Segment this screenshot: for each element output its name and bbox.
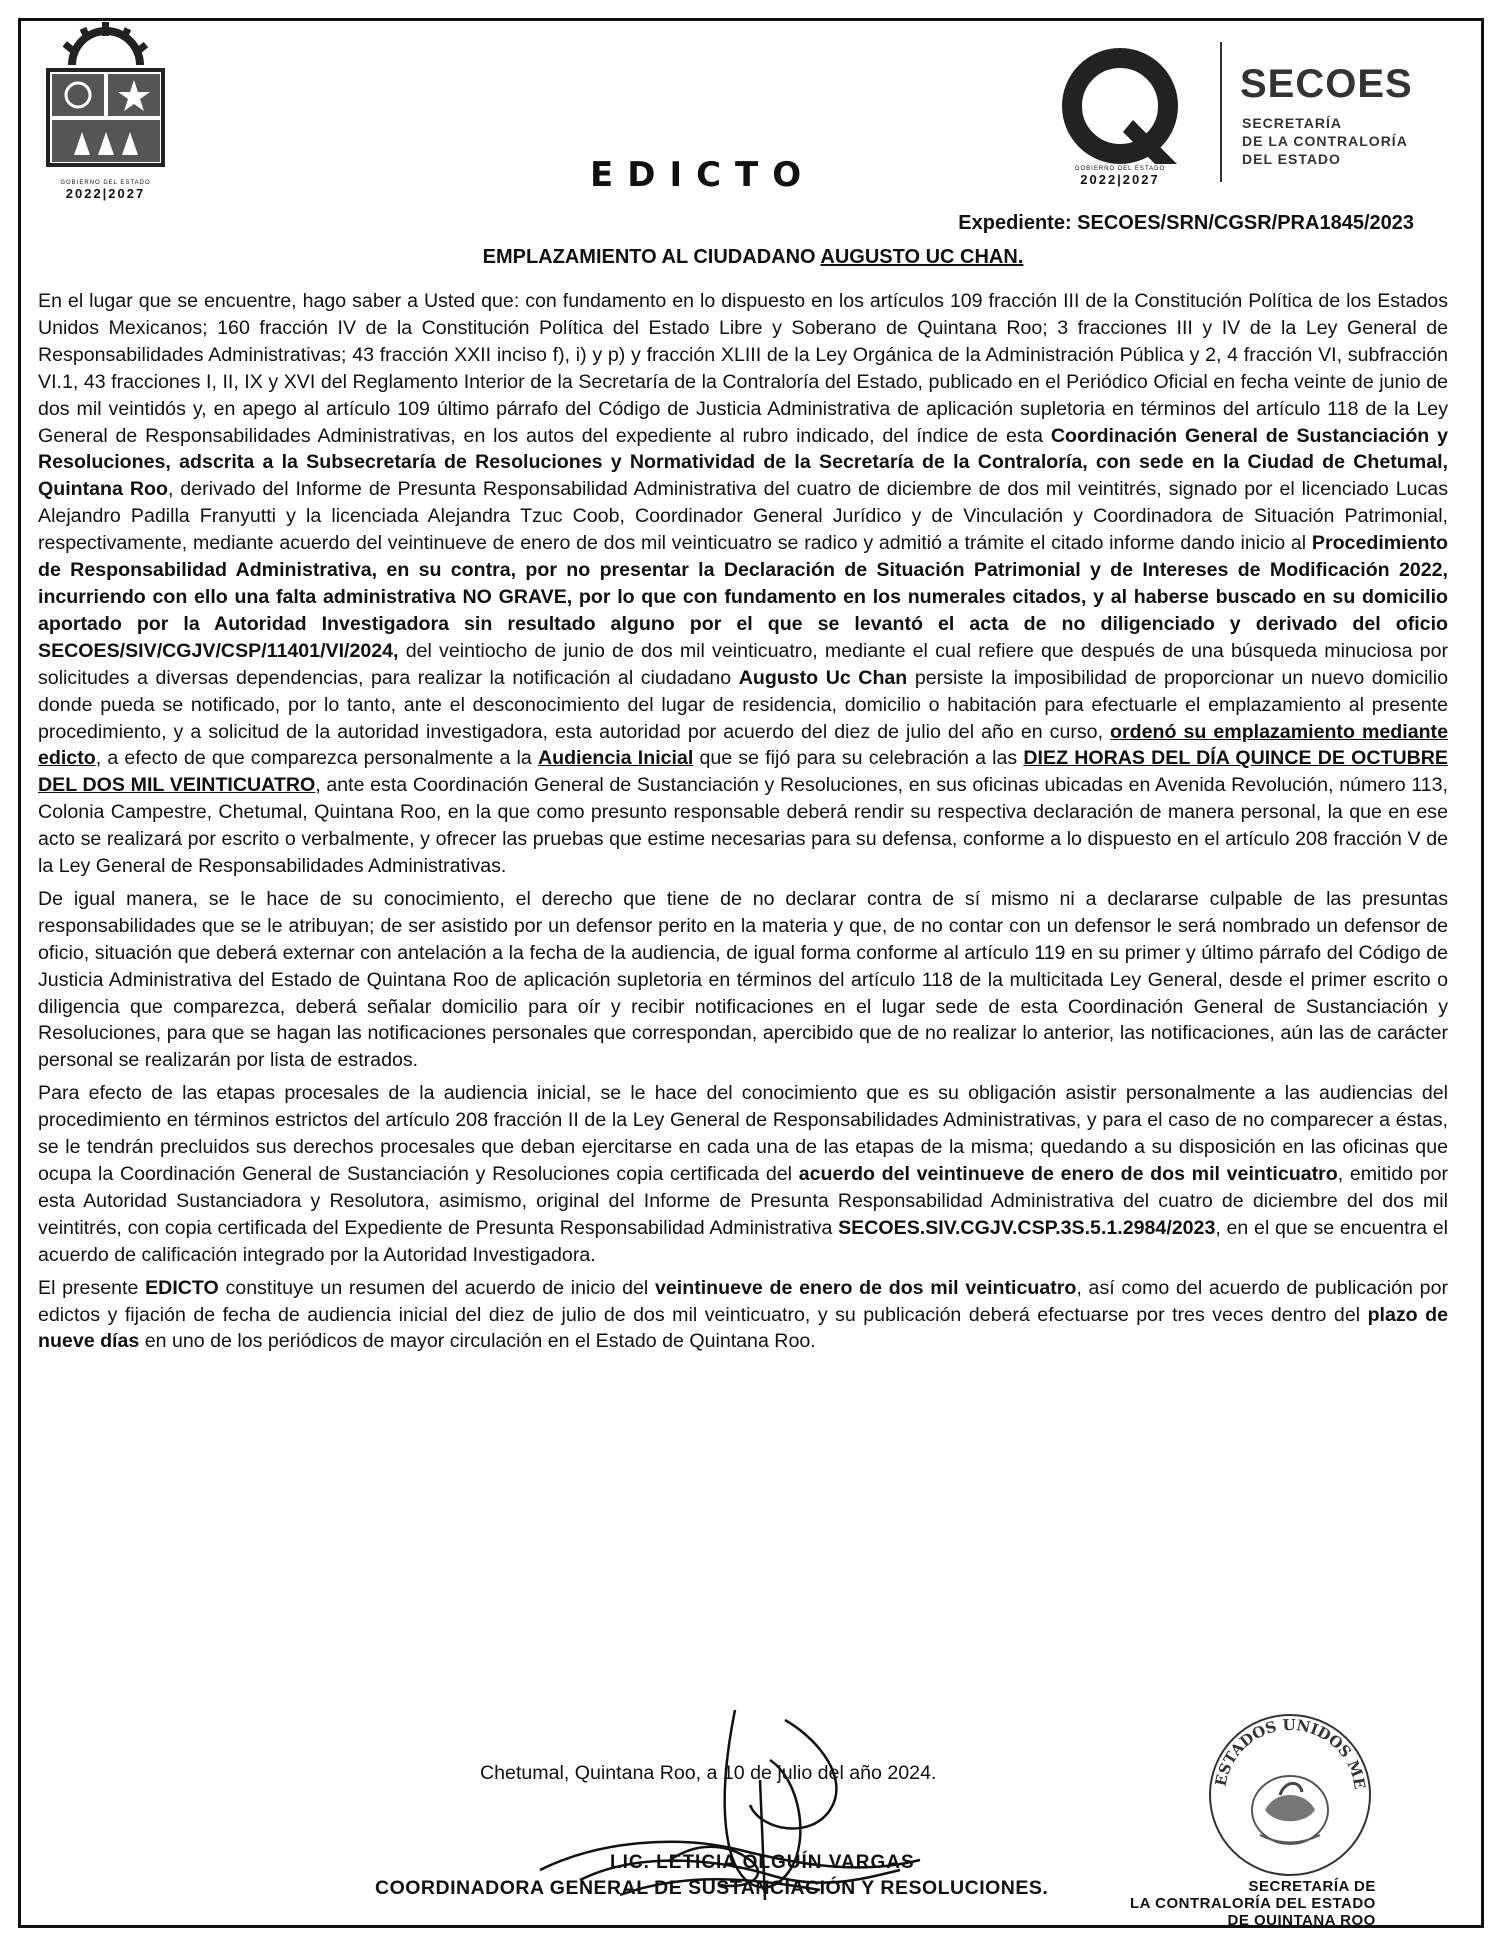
q-logo-icon [1045,48,1195,198]
text-span: Para efecto de las etapas procesales de la audiencia inicial, se le hace del conocimiento que es su obligación asistir personalmente a las audiencias del procedimiento en términos estrictos del artículo 208 fracción II de la Ley General de Responsabilidades Administrativas, y para el caso de no comparecer a éstas, se le tendrán precluidos sus derechos procesales que deban ejercitarse en cada una de las etapas de la misma; quedando a su disposición en las oficinas que ocupa la Coordinación General de Sustanciación y Resoluciones copia certificada del [38,1082,1448,1185]
secoes-name: SECOES [1240,62,1413,106]
logo-divider [1220,42,1222,182]
bold-span: Augusto Uc Chan [738,666,908,689]
text-span: persiste la imposibilidad de proporcionar un nuevo domicilio donde pueda se notificado, por lo tanto, ante el desconocimiento del lugar de residencia, domicilio o habitación para efectuarle el emplazamiento al presente procedimiento, y a solicitud de la autoridad investigadora, esta autoridad por acuerdo del diez de julio del año en curso, [38,666,1448,743]
bold-span: SECOES.SIV.CGJV.CSP.3S.5.1.2984/2023 [838,1216,1216,1239]
signer-title: COORDINADORA GENERAL DE SUSTANCIACIÓN Y RESOLUCIONES. [375,1877,1049,1899]
paragraph-publication [38,1275,1448,1356]
paragraph-notice [38,288,1448,880]
bold-underlined-span: ordenó su emplazamiento mediante edicto [38,720,1448,770]
text-span: del veintiocho de junio de dos mil veinticuatro, mediante el cual refiere que después de una búsqueda minuciosa por solicitudes a diversas dependencias, para realizar la notificación al ciudadano [38,639,1448,689]
text-span: , derivado del Informe de Presunta Responsabilidad Administrativa del cuatro de diciembre de dos mil veintitrés, signado por el licenciado Lucas Alejandro Padilla Franyutti y la licenciada Alejandra Tzuc Coob, Coordinador General Jurídico y de Vinculación y Coordinadora de Situación Patrimonial, respectivamente, mediante acuerdo del veintinueve de enero de dos mil veinticuatro se radico y admitió a trámite el citado informe dando inicio al [38,478,1448,555]
dept-line: LA CONTRALORÍA DEL ESTADO [1130,1895,1376,1912]
dept-line: SECRETARÍA DE [1248,1878,1376,1895]
page-title: EDICTO [590,155,816,195]
signer-name: LIC. LETICIA OLGUÍN VARGAS [610,1852,915,1873]
text-span: , ante esta Coordinación General de Sustanciación y Resoluciones, en sus oficinas ubicadas en Avenida Revolución, número 113, Colonia Campestre, Chetumal, Quintana Roo, en la que como presunto responsable deberá rendir su respectiva declaración de manera personal, la que en ese acto se realizará por escrito o verbalmente, y ofrecer las pruebas que estime necesarias para su defensa, conforme a lo dispuesto en el artículo 208 fracción V de la Ley General de Responsabilidades Administrativas. [38,774,1448,878]
text-span: que se fijó para su celebración a las [693,747,1024,770]
bold-span: EDICTO [145,1276,219,1299]
text-span: , en el que se encuentra el acuerdo de calificación integrado por la Autoridad Investigadora. [38,1216,1448,1266]
secoes-sub-line: SECRETARÍA [1242,115,1342,131]
seal-text: ESTADOS UNIDOS ME [1211,1715,1369,1791]
emplazamiento-prefix: EMPLAZAMIENTO AL CIUDADANO [482,246,821,268]
bold-span: plazo de nueve días [38,1303,1449,1353]
text-span: , a efecto de que comparezca personalmente a la [95,747,538,770]
paragraph-rights: De igual manera, se le hace de su conocimiento, el derecho que tiene de no declarar contra de sí mismo ni a declararse culpable de las presuntas responsabilidades que se le atribuyan; de ser asistido por un defensor perito en la materia y que, de no contar con un defensor le será nombrado un defensor de oficio, situación que deberá externar con antelación a la fecha de la audiencia, de igual forma conforme al artículo 119 en su primer y último párrafo del Código de Justicia Administrativa del Estado de Quintana Roo de aplicación supletoria en términos del artículo 118 de la multicitada Ley General, desde el primer escrito o diligencia que comparezca, deberá señalar domicilio para oír y recibir notificaciones en el lugar sede de esta Coordinación General de Sustanciación y Resoluciones, para que se hagan las notificaciones personales que correspondan, apercibido que de no realizar lo anterior, las notificaciones, aún las de carácter personal se realizarán por lista de estrados. [38,887,1448,1072]
text-span: en uno de los periódicos de mayor circulación en el Estado de Quintana Roo. [139,1330,816,1353]
dept-line: DE QUINTANA ROO [1227,1912,1376,1929]
place-and-date: Chetumal, Quintana Roo, a 10 de julio del año 2024. [480,1762,937,1784]
bold-span: Procedimiento de Responsabilidad Administrativa, en su contra, por no presentar la Declaración de Situación Patrimonial y de Intereses de Modificación 2022, incurriendo con ello una falta administrativa NO GRAVE, por lo que con fundamento en los numerales citados, y al haberse buscado en su domicilio aportado por la Autoridad Investigadora sin resultado alguno por el que se levantó el acta de no diligenciado y derivado del oficio SECOES/SIV/CGJV/CSP/11401/VI/2024, [38,532,1448,662]
bold-span: Coordinación General de Sustanciación y Resoluciones, adscrita a la Subsecretaría de Resoluciones y Normatividad de la Secretaría de la Contraloría, con sede en la Ciudad de Chetumal, Quintana Roo [38,424,1448,501]
emplazamiento-heading [0,246,1506,269]
text-span: El presente [38,1276,146,1299]
bold-span: acuerdo del veintinueve de enero de dos mil veinticuatro [798,1163,1338,1185]
paragraph-procedural [38,1080,1448,1268]
state-gov-label: GOBIERNO DEL ESTADO [60,180,151,186]
official-seal-icon [1200,1700,1380,1880]
edict-body [38,288,1448,1361]
bold-underlined-span: DIEZ HORAS DEL DÍA QUINCE DE OCTUBRE DEL DOS MIL VEINTICUATRO [38,747,1448,797]
expediente-number: Expediente: SECOES/SRN/CGSR/PRA1845/2023 [958,212,1414,234]
secoes-gov-label: GOBIERNO DEL ESTADO [1074,166,1166,172]
text-span: constituye un resumen del acuerdo de inicio del [218,1276,655,1299]
state-years: 2022|2027 [65,186,146,201]
text-span: , emitido por esta Autoridad Sustanciadora y Resolutora, asimismo, original del Informe de Presunta Responsabilidad Administrativa del cuatro de diciembre del dos mil veintitrés, con copia certificada del Expediente de Presunta Responsabilidad Administrativa [38,1163,1448,1239]
signer-department [1130,1878,1376,1929]
citizen-name: AUGUSTO UC CHAN. [820,246,1024,268]
secoes-sub-line: DE LA CONTRALORÍA [1242,133,1408,149]
secoes-years: 2022|2027 [1080,172,1160,187]
state-coat-of-arms-icon [38,20,173,200]
secoes-sub-line: DEL ESTADO [1242,151,1341,167]
text-span: En el lugar que se encuentre, hago saber a Usted que: con fundamento en lo dispuesto en los artículos 109 fracción III de la Constitución Política de los Estados Unidos Mexicanos; 160 fracción IV de la Constitución Política del Estado Libre y Soberano de Quintana Roo; 3 fracciones III y IV de la Ley General de Responsabilidades Administrativas; 43 fracción XXII inciso f), i) y p) y fracción XLIII de la Ley Orgánica de la Administración Pública y 2, 4 fracción VI, subfracción VI.1, 43 fracciones I, II, IX y XVI del Reglamento Interior de la Secretaría de la Contraloría del Estado, publicado en el Periódico Oficial en fecha veinte de junio de dos mil veintidós y, en apego al artículo 109 último párrafo del Código de Justicia Administrativa de aplicación supletoria en términos del artículo 118 de la Ley General de Responsabilidades Administrativas, en los autos del expediente al rubro indicado, del índice de esta [38,290,1448,447]
bold-underlined-span: Audiencia Inicial [537,747,694,770]
text-span: , así como del acuerdo de publicación por edictos y fijación de fecha de audiencia inicial del diez de julio de dos mil veinticuatro, y su publicación deberá efectuarse por tres veces dentro del [38,1276,1448,1326]
secoes-subtitle [1242,114,1408,168]
bold-span: veintinueve de enero de dos mil veinticuatro [655,1276,1077,1299]
